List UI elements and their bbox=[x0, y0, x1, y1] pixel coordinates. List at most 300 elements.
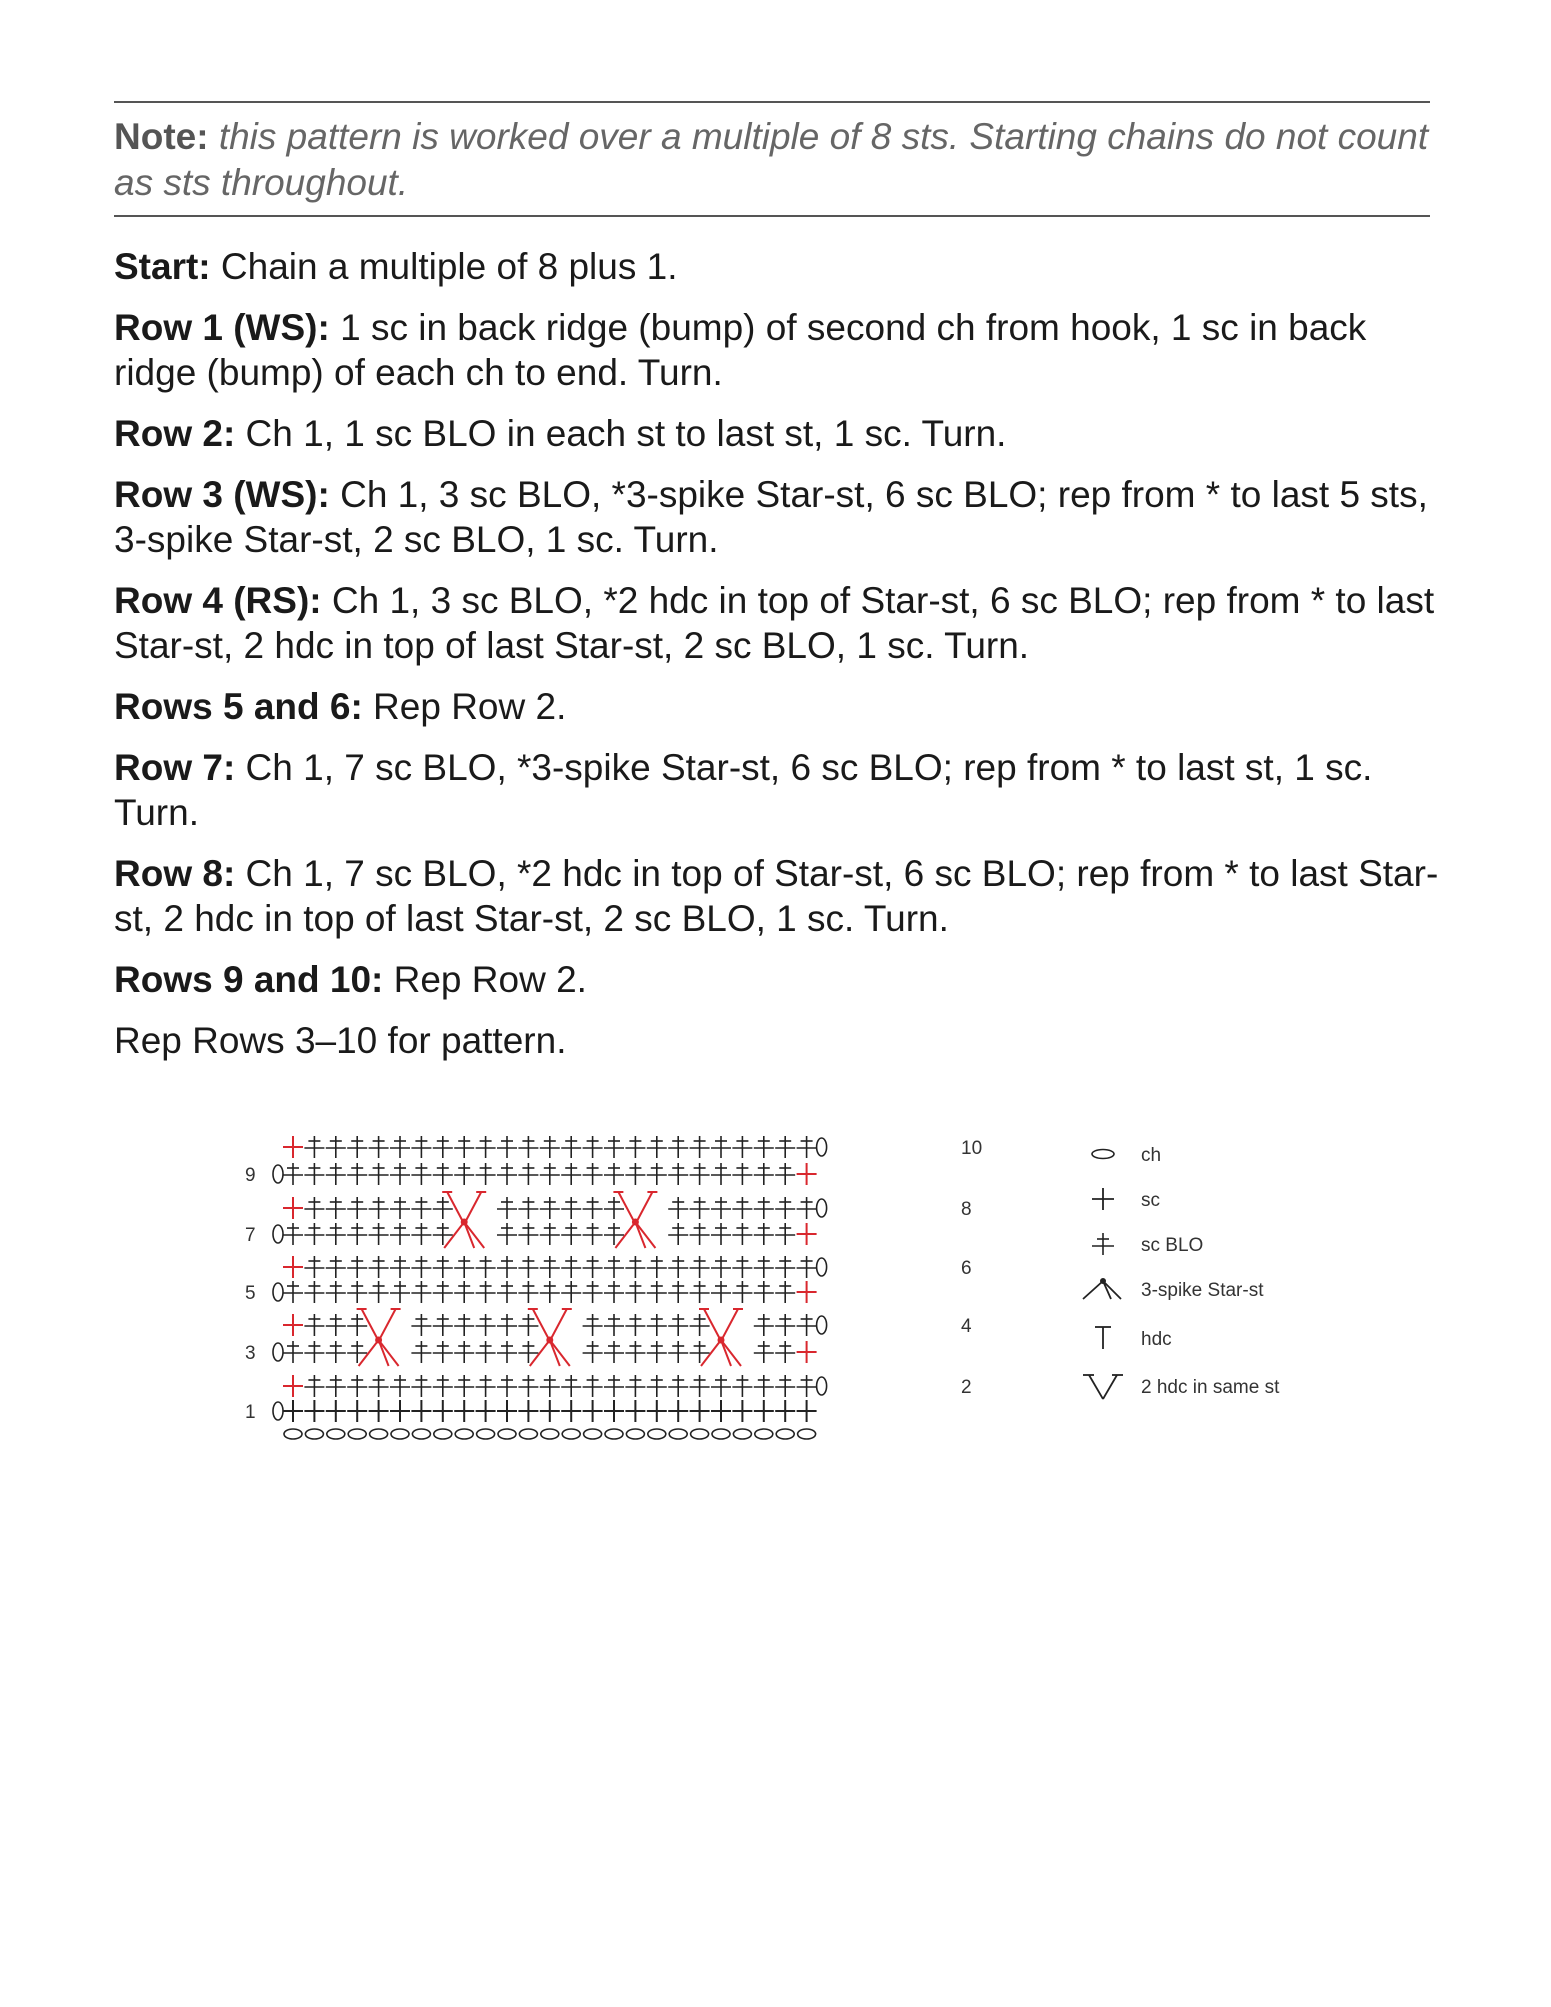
sc-blo-symbol bbox=[668, 1197, 688, 1219]
sc-blo-icon bbox=[1092, 1233, 1114, 1255]
sc-blo-symbol bbox=[690, 1136, 710, 1158]
sc-symbol bbox=[647, 1400, 667, 1422]
sc-blo-symbol bbox=[497, 1136, 517, 1158]
ch-symbol bbox=[733, 1429, 751, 1439]
sc-blo-symbol bbox=[390, 1136, 410, 1158]
sc-blo-symbol bbox=[625, 1256, 645, 1278]
instruction-label: Row 7: bbox=[114, 747, 236, 788]
row-number: 3 bbox=[245, 1343, 256, 1364]
sc-symbol bbox=[454, 1400, 474, 1422]
instruction-text: Chain a multiple of 8 plus 1. bbox=[210, 246, 678, 287]
sc-blo-symbol bbox=[540, 1163, 560, 1185]
sc-blo-symbol bbox=[690, 1256, 710, 1278]
sc-blo-symbol bbox=[540, 1136, 560, 1158]
ch-symbol bbox=[273, 1402, 283, 1420]
sc-symbol bbox=[797, 1341, 817, 1363]
ch-symbol bbox=[755, 1429, 773, 1439]
sc-blo-symbol bbox=[690, 1197, 710, 1219]
ch-symbol bbox=[305, 1429, 323, 1439]
sc-blo-symbol bbox=[518, 1281, 538, 1303]
ch-symbol bbox=[584, 1429, 602, 1439]
ch-symbol bbox=[605, 1429, 623, 1439]
sc-blo-symbol bbox=[711, 1136, 731, 1158]
sc-blo-symbol bbox=[540, 1256, 560, 1278]
instruction-label: Rows 5 and 6: bbox=[114, 686, 363, 727]
sc-blo-symbol bbox=[433, 1136, 453, 1158]
sc-symbol bbox=[754, 1400, 774, 1422]
sc-blo-symbol bbox=[476, 1314, 496, 1336]
ch-symbol bbox=[562, 1429, 580, 1439]
sc-blo-symbol bbox=[604, 1375, 624, 1397]
sc-blo-symbol bbox=[647, 1136, 667, 1158]
sc-blo-symbol bbox=[711, 1256, 731, 1278]
two-hdc-icon bbox=[1083, 1375, 1123, 1399]
sc-symbol bbox=[561, 1400, 581, 1422]
sc-blo-symbol bbox=[411, 1256, 431, 1278]
sc-symbol bbox=[797, 1223, 817, 1245]
sc-symbol bbox=[540, 1400, 560, 1422]
sc-blo-symbol bbox=[497, 1197, 517, 1219]
sc-symbol bbox=[283, 1314, 303, 1336]
sc-blo-symbol bbox=[518, 1163, 538, 1185]
sc-symbol bbox=[390, 1400, 410, 1422]
sc-blo-symbol bbox=[625, 1375, 645, 1397]
row-number: 9 bbox=[245, 1165, 256, 1186]
sc-blo-symbol bbox=[347, 1163, 367, 1185]
ch-symbol bbox=[712, 1429, 730, 1439]
sc-blo-symbol bbox=[326, 1256, 346, 1278]
sc-blo-symbol bbox=[647, 1375, 667, 1397]
ch-symbol bbox=[817, 1199, 827, 1217]
sc-symbol bbox=[518, 1400, 538, 1422]
sc-blo-symbol bbox=[561, 1281, 581, 1303]
sc-blo-symbol bbox=[454, 1341, 474, 1363]
sc-blo-symbol bbox=[583, 1223, 603, 1245]
sc-symbol bbox=[283, 1136, 303, 1158]
sc-blo-symbol bbox=[454, 1256, 474, 1278]
sc-blo-symbol bbox=[775, 1163, 795, 1185]
sc-blo-symbol bbox=[497, 1375, 517, 1397]
legend-label: ch bbox=[1141, 1145, 1162, 1166]
sc-blo-symbol bbox=[476, 1256, 496, 1278]
sc-blo-symbol bbox=[390, 1197, 410, 1219]
sc-symbol bbox=[283, 1197, 303, 1219]
sc-blo-symbol bbox=[454, 1375, 474, 1397]
sc-blo-symbol bbox=[668, 1163, 688, 1185]
sc-blo-symbol bbox=[369, 1163, 389, 1185]
sc-symbol bbox=[690, 1400, 710, 1422]
sc-blo-symbol bbox=[476, 1375, 496, 1397]
ch-symbol bbox=[817, 1138, 827, 1156]
sc-blo-symbol bbox=[668, 1314, 688, 1336]
ch-symbol bbox=[817, 1377, 827, 1395]
sc-symbol bbox=[283, 1375, 303, 1397]
sc-blo-symbol bbox=[668, 1281, 688, 1303]
sc-blo-symbol bbox=[797, 1197, 817, 1219]
ch-symbol bbox=[776, 1429, 794, 1439]
sc-blo-symbol bbox=[754, 1314, 774, 1336]
sc-blo-symbol bbox=[797, 1375, 817, 1397]
sc-blo-symbol bbox=[775, 1341, 795, 1363]
note-label: Note: bbox=[114, 116, 209, 157]
sc-blo-symbol bbox=[583, 1341, 603, 1363]
sc-blo-symbol bbox=[433, 1375, 453, 1397]
ch-symbol bbox=[273, 1165, 283, 1183]
sc-blo-symbol bbox=[604, 1341, 624, 1363]
sc-blo-symbol bbox=[561, 1136, 581, 1158]
sc-blo-symbol bbox=[797, 1136, 817, 1158]
row-number: 2 bbox=[961, 1377, 972, 1398]
sc-blo-symbol bbox=[411, 1136, 431, 1158]
sc-blo-symbol bbox=[304, 1375, 324, 1397]
sc-blo-symbol bbox=[304, 1163, 324, 1185]
ch-symbol bbox=[817, 1316, 827, 1334]
sc-blo-symbol bbox=[347, 1375, 367, 1397]
sc-symbol bbox=[711, 1400, 731, 1422]
legend-label: 3-spike Star-st bbox=[1141, 1280, 1264, 1301]
sc-blo-symbol bbox=[625, 1314, 645, 1336]
sc-blo-symbol bbox=[775, 1136, 795, 1158]
sc-blo-symbol bbox=[732, 1136, 752, 1158]
hdc-icon bbox=[1095, 1327, 1111, 1349]
sc-blo-symbol bbox=[583, 1256, 603, 1278]
sc-blo-symbol bbox=[476, 1163, 496, 1185]
ch-symbol bbox=[434, 1429, 452, 1439]
instruction-label: Row 8: bbox=[114, 853, 236, 894]
instruction-text: Rep Row 2. bbox=[383, 959, 587, 1000]
sc-blo-symbol bbox=[732, 1197, 752, 1219]
sc-icon bbox=[1092, 1188, 1114, 1210]
sc-symbol bbox=[797, 1400, 817, 1422]
sc-blo-symbol bbox=[690, 1163, 710, 1185]
sc-symbol bbox=[433, 1400, 453, 1422]
sc-blo-symbol bbox=[732, 1256, 752, 1278]
sc-blo-symbol bbox=[583, 1281, 603, 1303]
sc-blo-symbol bbox=[754, 1197, 774, 1219]
sc-blo-symbol bbox=[775, 1375, 795, 1397]
sc-blo-symbol bbox=[518, 1223, 538, 1245]
two-hdc-symbol bbox=[528, 1309, 572, 1341]
stitch-grid bbox=[273, 1136, 827, 1439]
ch-symbol bbox=[273, 1225, 283, 1243]
sc-blo-symbol bbox=[433, 1341, 453, 1363]
sc-blo-symbol bbox=[775, 1314, 795, 1336]
sc-blo-symbol bbox=[604, 1197, 624, 1219]
sc-blo-symbol bbox=[518, 1256, 538, 1278]
sc-blo-symbol bbox=[369, 1197, 389, 1219]
sc-blo-symbol bbox=[326, 1375, 346, 1397]
sc-blo-symbol bbox=[304, 1256, 324, 1278]
sc-blo-symbol bbox=[604, 1281, 624, 1303]
instruction-label: Start: bbox=[114, 246, 211, 287]
sc-blo-symbol bbox=[604, 1314, 624, 1336]
sc-blo-symbol bbox=[347, 1136, 367, 1158]
ch-symbol bbox=[798, 1429, 816, 1439]
sc-blo-symbol bbox=[497, 1256, 517, 1278]
sc-blo-symbol bbox=[668, 1375, 688, 1397]
sc-symbol bbox=[411, 1400, 431, 1422]
sc-blo-symbol bbox=[775, 1256, 795, 1278]
sc-blo-symbol bbox=[754, 1256, 774, 1278]
sc-blo-symbol bbox=[583, 1197, 603, 1219]
sc-blo-symbol bbox=[583, 1163, 603, 1185]
sc-blo-symbol bbox=[497, 1223, 517, 1245]
sc-blo-symbol bbox=[561, 1375, 581, 1397]
sc-blo-symbol bbox=[390, 1256, 410, 1278]
instruction-text: Ch 1, 3 sc BLO, *3-spike Star-st, 6 sc BLO; rep from * to last 5 sts, 3-spike Star-st, 2 sc BLO, 1 sc. Turn. bbox=[114, 474, 1428, 560]
ch-symbol bbox=[477, 1429, 495, 1439]
sc-symbol bbox=[625, 1400, 645, 1422]
sc-blo-symbol bbox=[390, 1281, 410, 1303]
sc-blo-symbol bbox=[390, 1375, 410, 1397]
legend-label: hdc bbox=[1141, 1329, 1172, 1350]
sc-blo-symbol bbox=[476, 1136, 496, 1158]
sc-blo-symbol bbox=[647, 1163, 667, 1185]
sc-blo-symbol bbox=[540, 1375, 560, 1397]
sc-blo-symbol bbox=[625, 1281, 645, 1303]
sc-blo-symbol bbox=[411, 1314, 431, 1336]
sc-blo-symbol bbox=[775, 1281, 795, 1303]
ch-symbol bbox=[691, 1429, 709, 1439]
sc-blo-symbol bbox=[754, 1375, 774, 1397]
sc-blo-symbol bbox=[711, 1163, 731, 1185]
sc-blo-symbol bbox=[668, 1341, 688, 1363]
sc-symbol bbox=[797, 1281, 817, 1303]
sc-blo-symbol bbox=[326, 1223, 346, 1245]
sc-blo-symbol bbox=[775, 1223, 795, 1245]
ch-symbol bbox=[498, 1429, 516, 1439]
sc-blo-symbol bbox=[326, 1314, 346, 1336]
sc-blo-symbol bbox=[732, 1281, 752, 1303]
sc-blo-symbol bbox=[326, 1197, 346, 1219]
sc-symbol bbox=[347, 1400, 367, 1422]
legend-label: sc BLO bbox=[1141, 1235, 1204, 1256]
sc-blo-symbol bbox=[347, 1281, 367, 1303]
sc-blo-symbol bbox=[604, 1163, 624, 1185]
instruction-label: Row 4 (RS): bbox=[114, 580, 322, 621]
sc-blo-symbol bbox=[433, 1314, 453, 1336]
sc-blo-symbol bbox=[411, 1163, 431, 1185]
sc-blo-symbol bbox=[433, 1281, 453, 1303]
ch-symbol bbox=[669, 1429, 687, 1439]
sc-blo-symbol bbox=[433, 1256, 453, 1278]
chart-legend bbox=[1083, 1145, 1280, 1399]
sc-blo-symbol bbox=[433, 1163, 453, 1185]
sc-symbol bbox=[583, 1400, 603, 1422]
instruction-label: Row 2: bbox=[114, 413, 236, 454]
instruction-text: Ch 1, 7 sc BLO, *3-spike Star-st, 6 sc BLO; rep from * to last st, 1 sc. Turn. bbox=[114, 747, 1373, 833]
instruction-label: Rows 9 and 10: bbox=[114, 959, 384, 1000]
instruction-label: Row 1 (WS): bbox=[114, 307, 330, 348]
star-st-icon bbox=[1083, 1278, 1121, 1299]
instruction-text: Ch 1, 1 sc BLO in each st to last st, 1 sc. Turn. bbox=[235, 413, 1007, 454]
ch-symbol bbox=[817, 1258, 827, 1276]
sc-blo-symbol bbox=[369, 1136, 389, 1158]
instruction-text: Ch 1, 3 sc BLO, *2 hdc in top of Star-st, 6 sc BLO; rep from * to last Star-st, 2 hdc in top of last Star-st, 2 sc BLO, 1 sc. Turn. bbox=[114, 580, 1435, 666]
instruction-text: 1 sc in back ridge (bump) of second ch from hook, 1 sc in back ridge (bump) of each ch to end. Turn. bbox=[114, 307, 1367, 393]
sc-blo-symbol bbox=[668, 1136, 688, 1158]
sc-blo-symbol bbox=[390, 1163, 410, 1185]
instruction-label: Row 3 (WS): bbox=[114, 474, 330, 515]
sc-blo-symbol bbox=[326, 1281, 346, 1303]
sc-blo-symbol bbox=[454, 1281, 474, 1303]
sc-blo-symbol bbox=[476, 1341, 496, 1363]
sc-blo-symbol bbox=[561, 1223, 581, 1245]
sc-blo-symbol bbox=[540, 1223, 560, 1245]
sc-blo-symbol bbox=[797, 1256, 817, 1278]
sc-blo-symbol bbox=[690, 1314, 710, 1336]
row-number: 5 bbox=[245, 1283, 256, 1304]
sc-blo-symbol bbox=[625, 1341, 645, 1363]
sc-blo-symbol bbox=[326, 1341, 346, 1363]
sc-blo-symbol bbox=[711, 1197, 731, 1219]
sc-blo-symbol bbox=[583, 1375, 603, 1397]
sc-blo-symbol bbox=[732, 1163, 752, 1185]
sc-blo-symbol bbox=[304, 1197, 324, 1219]
sc-blo-symbol bbox=[326, 1163, 346, 1185]
sc-blo-symbol bbox=[583, 1136, 603, 1158]
sc-blo-symbol bbox=[518, 1197, 538, 1219]
ch-symbol bbox=[370, 1429, 388, 1439]
sc-blo-symbol bbox=[518, 1314, 538, 1336]
sc-blo-symbol bbox=[497, 1163, 517, 1185]
sc-symbol bbox=[797, 1163, 817, 1185]
two-hdc-symbol bbox=[357, 1309, 401, 1341]
sc-blo-symbol bbox=[497, 1314, 517, 1336]
sc-blo-symbol bbox=[690, 1223, 710, 1245]
legend-label: sc bbox=[1141, 1190, 1160, 1211]
ch-symbol bbox=[541, 1429, 559, 1439]
sc-blo-symbol bbox=[326, 1136, 346, 1158]
sc-blo-symbol bbox=[711, 1375, 731, 1397]
sc-blo-symbol bbox=[369, 1375, 389, 1397]
sc-symbol bbox=[668, 1400, 688, 1422]
row-number: 6 bbox=[961, 1258, 972, 1279]
ch-symbol bbox=[327, 1429, 345, 1439]
sc-blo-symbol bbox=[390, 1223, 410, 1245]
ch-symbol bbox=[648, 1429, 666, 1439]
sc-blo-symbol bbox=[283, 1223, 303, 1245]
two-hdc-symbol bbox=[699, 1309, 743, 1341]
sc-blo-symbol bbox=[433, 1197, 453, 1219]
sc-blo-symbol bbox=[732, 1223, 752, 1245]
sc-blo-symbol bbox=[625, 1163, 645, 1185]
sc-blo-symbol bbox=[583, 1314, 603, 1336]
sc-blo-symbol bbox=[411, 1197, 431, 1219]
sc-blo-symbol bbox=[518, 1375, 538, 1397]
sc-blo-symbol bbox=[304, 1223, 324, 1245]
sc-blo-symbol bbox=[754, 1281, 774, 1303]
sc-blo-symbol bbox=[454, 1136, 474, 1158]
sc-blo-symbol bbox=[411, 1223, 431, 1245]
sc-blo-symbol bbox=[454, 1163, 474, 1185]
row-numbers-left bbox=[245, 1165, 256, 1423]
sc-blo-symbol bbox=[647, 1341, 667, 1363]
ch-symbol bbox=[391, 1429, 409, 1439]
sc-blo-symbol bbox=[283, 1163, 303, 1185]
instruction-text: Ch 1, 7 sc BLO, *2 hdc in top of Star-st, 6 sc BLO; rep from * to last Star-st, 2 hdc in top of last Star-st, 2 sc BLO, 1 sc. Turn. bbox=[114, 853, 1439, 939]
sc-symbol bbox=[497, 1400, 517, 1422]
sc-symbol bbox=[283, 1400, 303, 1422]
sc-symbol bbox=[604, 1400, 624, 1422]
sc-blo-symbol bbox=[711, 1281, 731, 1303]
sc-symbol bbox=[476, 1400, 496, 1422]
sc-blo-symbol bbox=[561, 1163, 581, 1185]
sc-symbol bbox=[283, 1256, 303, 1278]
legend-label: 2 hdc in same st bbox=[1141, 1377, 1280, 1398]
ch-symbol bbox=[519, 1429, 537, 1439]
sc-blo-symbol bbox=[518, 1136, 538, 1158]
sc-blo-symbol bbox=[604, 1136, 624, 1158]
sc-blo-symbol bbox=[711, 1223, 731, 1245]
sc-blo-symbol bbox=[497, 1281, 517, 1303]
sc-symbol bbox=[775, 1400, 795, 1422]
instruction-text: Rep Rows 3–10 for pattern. bbox=[114, 1020, 567, 1061]
sc-blo-symbol bbox=[561, 1197, 581, 1219]
sc-blo-symbol bbox=[540, 1281, 560, 1303]
sc-blo-symbol bbox=[369, 1281, 389, 1303]
sc-symbol bbox=[732, 1400, 752, 1422]
sc-blo-symbol bbox=[347, 1256, 367, 1278]
sc-blo-symbol bbox=[454, 1314, 474, 1336]
sc-blo-symbol bbox=[668, 1223, 688, 1245]
ch-symbol bbox=[273, 1343, 283, 1361]
ch-symbol bbox=[273, 1283, 283, 1301]
sc-blo-symbol bbox=[690, 1281, 710, 1303]
ch-symbol bbox=[348, 1429, 366, 1439]
sc-blo-symbol bbox=[304, 1136, 324, 1158]
sc-blo-symbol bbox=[304, 1341, 324, 1363]
sc-blo-symbol bbox=[304, 1314, 324, 1336]
row-number: 10 bbox=[961, 1138, 983, 1159]
ch-symbol bbox=[412, 1429, 430, 1439]
sc-blo-symbol bbox=[369, 1256, 389, 1278]
sc-blo-symbol bbox=[732, 1375, 752, 1397]
sc-blo-symbol bbox=[476, 1281, 496, 1303]
sc-blo-symbol bbox=[411, 1341, 431, 1363]
sc-blo-symbol bbox=[369, 1223, 389, 1245]
sc-blo-symbol bbox=[754, 1163, 774, 1185]
note-text: this pattern is worked over a multiple of 8 sts. Starting chains do not count as sts throughout. bbox=[114, 116, 1429, 203]
sc-blo-symbol bbox=[754, 1341, 774, 1363]
sc-blo-symbol bbox=[561, 1256, 581, 1278]
sc-blo-symbol bbox=[347, 1314, 367, 1336]
sc-blo-symbol bbox=[497, 1341, 517, 1363]
sc-blo-symbol bbox=[625, 1136, 645, 1158]
sc-symbol bbox=[326, 1400, 346, 1422]
sc-blo-symbol bbox=[411, 1281, 431, 1303]
row-number: 4 bbox=[961, 1316, 972, 1337]
ch-symbol bbox=[455, 1429, 473, 1439]
sc-blo-symbol bbox=[754, 1223, 774, 1245]
ch-symbol bbox=[284, 1429, 302, 1439]
sc-symbol bbox=[369, 1400, 389, 1422]
sc-blo-symbol bbox=[283, 1281, 303, 1303]
sc-blo-symbol bbox=[690, 1375, 710, 1397]
sc-blo-symbol bbox=[540, 1197, 560, 1219]
sc-blo-symbol bbox=[797, 1314, 817, 1336]
row-number: 1 bbox=[245, 1402, 256, 1423]
row-number: 7 bbox=[245, 1225, 256, 1246]
ch-icon bbox=[1092, 1150, 1114, 1159]
row-numbers-right bbox=[961, 1138, 982, 1398]
sc-blo-symbol bbox=[668, 1256, 688, 1278]
sc-symbol bbox=[304, 1400, 324, 1422]
sc-blo-symbol bbox=[604, 1256, 624, 1278]
sc-blo-symbol bbox=[775, 1197, 795, 1219]
ch-symbol bbox=[626, 1429, 644, 1439]
sc-blo-symbol bbox=[647, 1281, 667, 1303]
